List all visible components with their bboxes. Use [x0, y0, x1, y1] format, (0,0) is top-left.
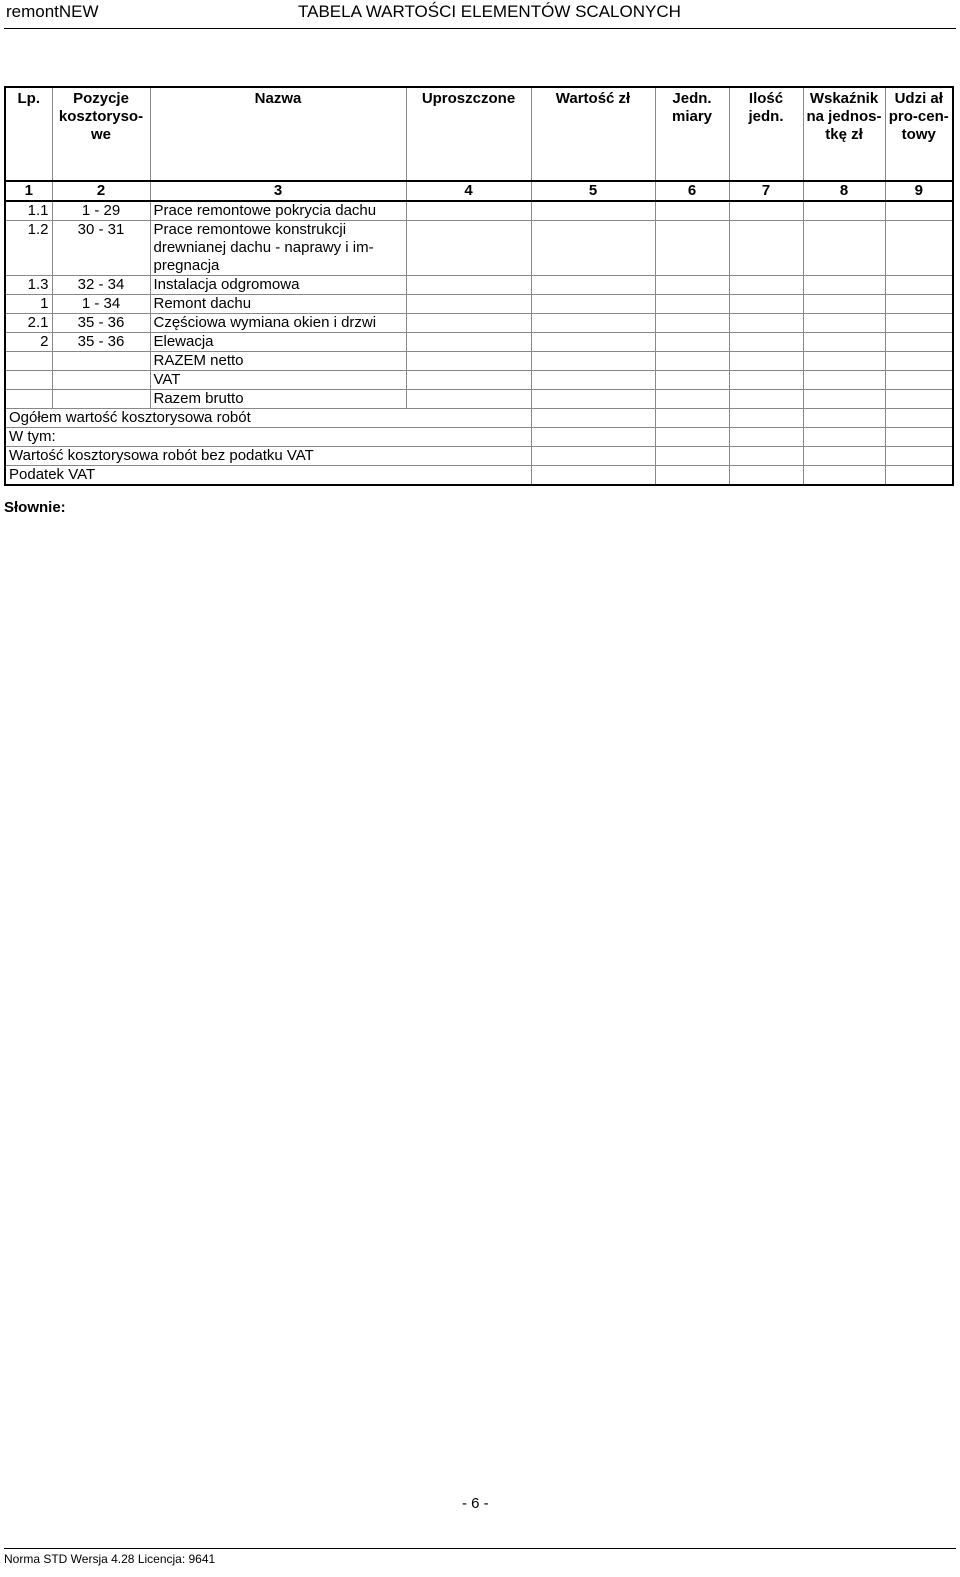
empty-cell: [729, 466, 803, 486]
empty-cell: [655, 352, 729, 371]
empty-cell: [406, 314, 531, 333]
empty-cell: [729, 352, 803, 371]
col-header-pozycje: Pozycje kosztoryso-we: [52, 87, 150, 181]
empty-cell: [885, 371, 953, 390]
empty-cell: [531, 333, 655, 352]
empty-cell: [655, 276, 729, 295]
col-header-uproszczone: Uproszczone: [406, 87, 531, 181]
summary-label: W tym:: [5, 428, 531, 447]
empty-cell: [531, 221, 655, 276]
empty-cell: [531, 314, 655, 333]
empty-cell: [729, 314, 803, 333]
row-lp: 1.2: [5, 221, 52, 276]
col-header-wskaznik: Wskaźnik na jednos-tkę zł: [803, 87, 885, 181]
empty-cell: [803, 352, 885, 371]
empty-cell: [803, 390, 885, 409]
table-header-row: [5, 87, 953, 181]
empty-cell: [729, 390, 803, 409]
row-lp: 1: [5, 295, 52, 314]
page-title: TABELA WARTOŚCI ELEMENTÓW SCALONYCH: [298, 2, 681, 21]
empty-cell: [531, 390, 655, 409]
row-nazwa: RAZEM netto: [150, 352, 406, 371]
col-number: 4: [406, 181, 531, 201]
empty-cell: [803, 333, 885, 352]
row-lp: 2: [5, 333, 52, 352]
row-pozycje: [52, 371, 150, 390]
column-number-row: [5, 181, 953, 201]
empty-cell: [729, 295, 803, 314]
row-lp: [5, 371, 52, 390]
empty-cell: [803, 201, 885, 221]
empty-cell: [803, 295, 885, 314]
row-pozycje: [52, 352, 150, 371]
empty-cell: [655, 201, 729, 221]
col-number: 5: [531, 181, 655, 201]
col-number: 8: [803, 181, 885, 201]
empty-cell: [885, 390, 953, 409]
elements-table: [4, 86, 954, 486]
row-lp: [5, 352, 52, 371]
empty-cell: [803, 314, 885, 333]
row-pozycje: 1 - 29: [52, 201, 150, 221]
empty-cell: [885, 447, 953, 466]
col-number: 1: [5, 181, 52, 201]
row-nazwa: Prace remontowe konstrukcji drewnianej dachu - naprawy i im-pregnacja: [150, 221, 406, 276]
row-pozycje: 1 - 34: [52, 295, 150, 314]
app-name: remontNEW: [6, 2, 99, 21]
empty-cell: [885, 466, 953, 486]
row-nazwa: Prace remontowe pokrycia dachu: [150, 201, 406, 221]
row-nazwa: Remont dachu: [150, 295, 406, 314]
empty-cell: [803, 221, 885, 276]
empty-cell: [655, 333, 729, 352]
col-number: 2: [52, 181, 150, 201]
table-row: [5, 201, 953, 221]
col-header-nazwa: Nazwa: [150, 87, 406, 181]
empty-cell: [885, 409, 953, 428]
col-number: 6: [655, 181, 729, 201]
empty-cell: [531, 295, 655, 314]
empty-cell: [531, 447, 655, 466]
empty-cell: [655, 371, 729, 390]
summary-row: [5, 447, 953, 466]
empty-cell: [885, 314, 953, 333]
summary-label: Ogółem wartość kosztorysowa robót: [5, 409, 531, 428]
col-number: 9: [885, 181, 953, 201]
header-divider: [4, 28, 956, 29]
empty-cell: [803, 371, 885, 390]
summary-row: [5, 466, 953, 486]
summary-label: Podatek VAT: [5, 466, 531, 486]
empty-cell: [729, 371, 803, 390]
in-words-label: Słownie:: [4, 499, 66, 516]
empty-cell: [655, 390, 729, 409]
empty-cell: [531, 428, 655, 447]
empty-cell: [655, 409, 729, 428]
row-pozycje: 30 - 31: [52, 221, 150, 276]
empty-cell: [729, 201, 803, 221]
empty-cell: [885, 276, 953, 295]
empty-cell: [406, 221, 531, 276]
empty-cell: [729, 221, 803, 276]
summary-label: Wartość kosztorysowa robót bez podatku VAT: [5, 447, 531, 466]
empty-cell: [531, 466, 655, 486]
empty-cell: [729, 447, 803, 466]
col-number: 7: [729, 181, 803, 201]
page-number: - 6 -: [462, 1495, 489, 1512]
table-row: [5, 221, 953, 276]
empty-cell: [655, 447, 729, 466]
row-pozycje: 32 - 34: [52, 276, 150, 295]
empty-cell: [885, 333, 953, 352]
empty-cell: [803, 276, 885, 295]
empty-cell: [406, 333, 531, 352]
empty-cell: [531, 276, 655, 295]
summary-row: [5, 428, 953, 447]
col-header-lp: Lp.: [5, 87, 52, 181]
row-nazwa: Częściowa wymiana okien i drzwi: [150, 314, 406, 333]
empty-cell: [531, 409, 655, 428]
empty-cell: [803, 466, 885, 486]
empty-cell: [406, 390, 531, 409]
empty-cell: [406, 371, 531, 390]
row-nazwa: Razem brutto: [150, 390, 406, 409]
empty-cell: [729, 333, 803, 352]
table-row: [5, 333, 953, 352]
empty-cell: [655, 314, 729, 333]
empty-cell: [803, 409, 885, 428]
row-pozycje: 35 - 36: [52, 333, 150, 352]
footer-text: Norma STD Wersja 4.28 Licencja: 9641: [4, 1552, 216, 1566]
empty-cell: [885, 352, 953, 371]
empty-cell: [803, 428, 885, 447]
empty-cell: [406, 295, 531, 314]
row-lp: 2.1: [5, 314, 52, 333]
summary-row: [5, 409, 953, 428]
table-row: [5, 371, 953, 390]
row-pozycje: [52, 390, 150, 409]
empty-cell: [655, 466, 729, 486]
empty-cell: [406, 276, 531, 295]
table-row: [5, 295, 953, 314]
empty-cell: [729, 276, 803, 295]
col-header-jedn-miary: Jedn. miary: [655, 87, 729, 181]
row-lp: 1.1: [5, 201, 52, 221]
row-lp: [5, 390, 52, 409]
col-header-wartosc: Wartość zł: [531, 87, 655, 181]
empty-cell: [406, 201, 531, 221]
row-nazwa: Elewacja: [150, 333, 406, 352]
empty-cell: [885, 201, 953, 221]
row-pozycje: 35 - 36: [52, 314, 150, 333]
empty-cell: [406, 352, 531, 371]
empty-cell: [729, 409, 803, 428]
empty-cell: [885, 428, 953, 447]
table-row: [5, 390, 953, 409]
empty-cell: [531, 371, 655, 390]
empty-cell: [655, 221, 729, 276]
empty-cell: [885, 221, 953, 276]
col-header-ilosc: Ilość jedn.: [729, 87, 803, 181]
empty-cell: [531, 352, 655, 371]
empty-cell: [531, 201, 655, 221]
empty-cell: [729, 428, 803, 447]
row-nazwa: VAT: [150, 371, 406, 390]
empty-cell: [655, 295, 729, 314]
empty-cell: [655, 428, 729, 447]
footer-divider: [4, 1548, 956, 1549]
empty-cell: [803, 447, 885, 466]
table-row: [5, 352, 953, 371]
row-nazwa: Instalacja odgromowa: [150, 276, 406, 295]
col-header-udzial: Udzi ał pro-cen-towy: [885, 87, 953, 181]
row-lp: 1.3: [5, 276, 52, 295]
table-row: [5, 314, 953, 333]
col-number: 3: [150, 181, 406, 201]
table-row: [5, 276, 953, 295]
empty-cell: [885, 295, 953, 314]
